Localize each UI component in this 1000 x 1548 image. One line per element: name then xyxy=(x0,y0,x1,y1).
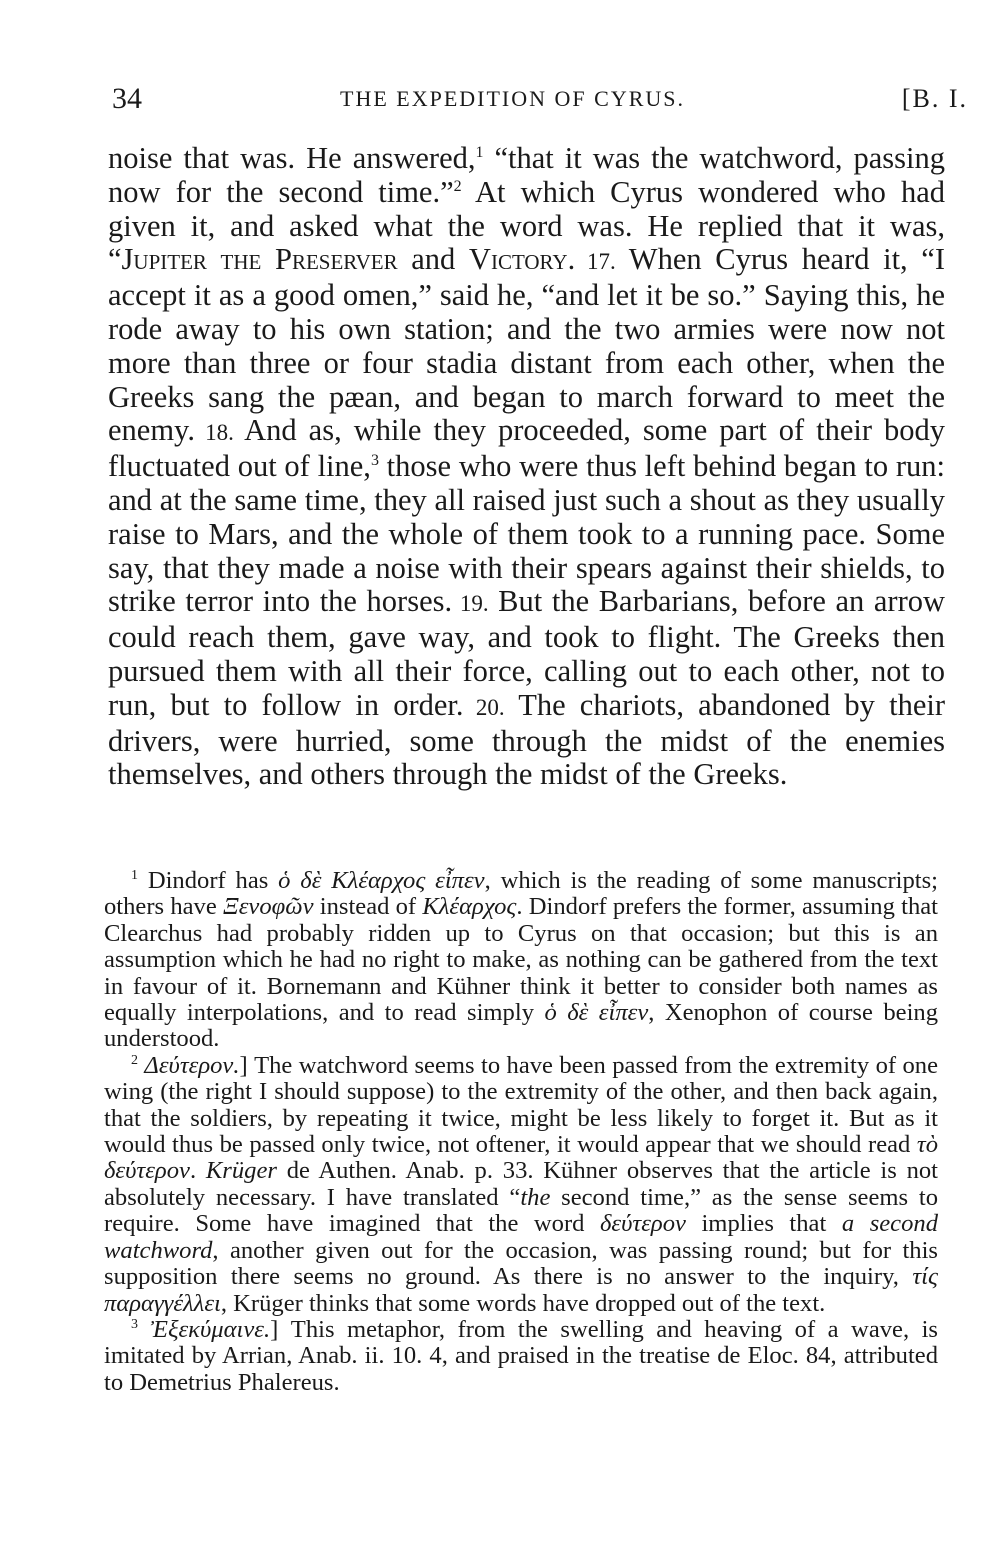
page-header xyxy=(112,82,968,122)
text-run: those who were thus left behind began to run: and at the same time, they all raised just such a shout as they usually raise to Mars, and the whole of them took to a running pace. Some say, that they made a noise with their spears against their shields, to strike terror into the horses. xyxy=(108,449,946,619)
greek-text: Κλέαρχος xyxy=(422,893,517,921)
text-run: And as, while they proceeded, some part of their body fluctuated out of line, xyxy=(108,413,945,484)
text-run: instead of xyxy=(313,893,423,921)
text-run: , another given out for the occasion, was passing round; but for this supposition there seems no ground. As there is no answer to the inquiry, xyxy=(104,1236,938,1291)
text-run: , Krüger thinks that some words have dropped out of the text. xyxy=(220,1289,826,1317)
footnote-3 xyxy=(104,1317,938,1396)
text-run: “that it was the watchword, passing now for the second time.” xyxy=(108,141,945,209)
text-run: de Authen. Anab. p. 33. Kühner observes that the article is not absolutely necessary. I have translated “ xyxy=(104,1157,939,1211)
greek-text: δεύτερον xyxy=(600,1210,686,1238)
greek-text: Ἐξεκύμαινε. xyxy=(150,1315,271,1343)
text-run: . Dindorf prefers the former, assuming that Clearchus had probably ridden up to Cyrus on that occasion; but this is an assumption which he had no right to make, as nothing can be gathered from the text in favour of it. Bornemann and Kühner think it better to consider both names as equally interpolations, and to read simply xyxy=(104,893,938,1027)
greek-text: ὁ δὲ Κλέαρχος εἶπεν xyxy=(278,867,485,894)
greek-text: τὸ δεύτερον xyxy=(104,1131,938,1185)
text-run: ] This metaphor, from the swelling and heaving of a wave, is imitated by Arrian, Anab. ii. 10. 4, and praised in the treatise de Eloc. 84, attributed to Demetrius Phalereus. xyxy=(104,1315,939,1396)
page-number: 34 xyxy=(112,82,142,115)
greek-text: Ξενοφῶν xyxy=(223,893,314,921)
text-run: The chariots, abandoned by their drivers, were hurried, some through the midst of the enemies themselves, and others through the midst of the Greeks. xyxy=(108,687,946,792)
emphasis: a second watchword xyxy=(104,1210,938,1264)
section-number-18: 18. xyxy=(194,420,234,446)
text-run: ] The watchword seems to have been passed from the extremity of one wing (the right I should suppose) to the extremity of the other, and then back again, that the soldiers, by repeating it twice, might be less likely to forget it. But as it would thus be passed only twice, not oftener, it would appear that we should read xyxy=(104,1051,938,1159)
text-run: second time,” as the sense seems to require. Some have imagined that the word xyxy=(104,1183,938,1238)
footnote-1 xyxy=(104,868,938,1053)
text-run: At which Cyrus wondered who had given it, and asked what the word was. He replied that it was, “ xyxy=(108,174,946,277)
greek-text: ὁ δὲ εἶπεν xyxy=(544,999,649,1027)
footnote-ref-3: 3 xyxy=(370,452,379,470)
footnotes xyxy=(104,868,938,1396)
footnote-2 xyxy=(104,1053,938,1317)
text-run: When Cyrus heard it, “I accept it as a good omen,” said he, “and let it be so.” Saying this, he rode away to his own station; and the two armies were now not more than three or four stadia distant from each other, when the Greeks sang the pæan, and began to march forward to meet the enemy. xyxy=(108,242,945,448)
section-number-19: 19. xyxy=(452,591,489,617)
text-run: But the Barbarians, before an arrow could reach them, gave way, and took to flight. The Greeks then pursued them with all their force, calling out to each other, not to run, but to follow in order. xyxy=(108,584,945,722)
author-name: Krüger xyxy=(205,1157,277,1185)
text-run: noise that was. He answered, xyxy=(108,141,476,175)
text-run: Dindorf has xyxy=(138,867,279,894)
footnote-number: 1 xyxy=(131,867,138,883)
section-number-17: 17. xyxy=(575,249,616,275)
text-run: implies that xyxy=(685,1210,842,1238)
running-title: THE EXPEDITION OF CYRUS. xyxy=(340,86,685,111)
main-paragraph xyxy=(108,142,945,792)
watchword-jupiter: Jupiter the Preserver xyxy=(121,242,398,277)
greek-text: τίς παραγγέλλει xyxy=(104,1263,938,1317)
text-run: and xyxy=(397,242,469,277)
book-reference: [B. I. xyxy=(901,84,968,113)
text-run: , Xenophon of course being understood. xyxy=(104,999,939,1053)
text-run: , which is the reading of some manuscripts; others have xyxy=(104,867,939,921)
main-text xyxy=(108,142,945,792)
section-number-20: 20. xyxy=(463,694,505,720)
footnote-ref-1: 1 xyxy=(475,143,484,161)
footnote-number: 2 xyxy=(131,1052,138,1068)
footnote-number: 3 xyxy=(131,1316,138,1332)
greek-text: Δεύτερον. xyxy=(144,1051,240,1079)
footnote-ref-2: 2 xyxy=(453,177,462,195)
watchword-victory: Victory. xyxy=(468,242,576,277)
text-run: . xyxy=(189,1157,206,1185)
emphasis: the xyxy=(520,1183,551,1211)
